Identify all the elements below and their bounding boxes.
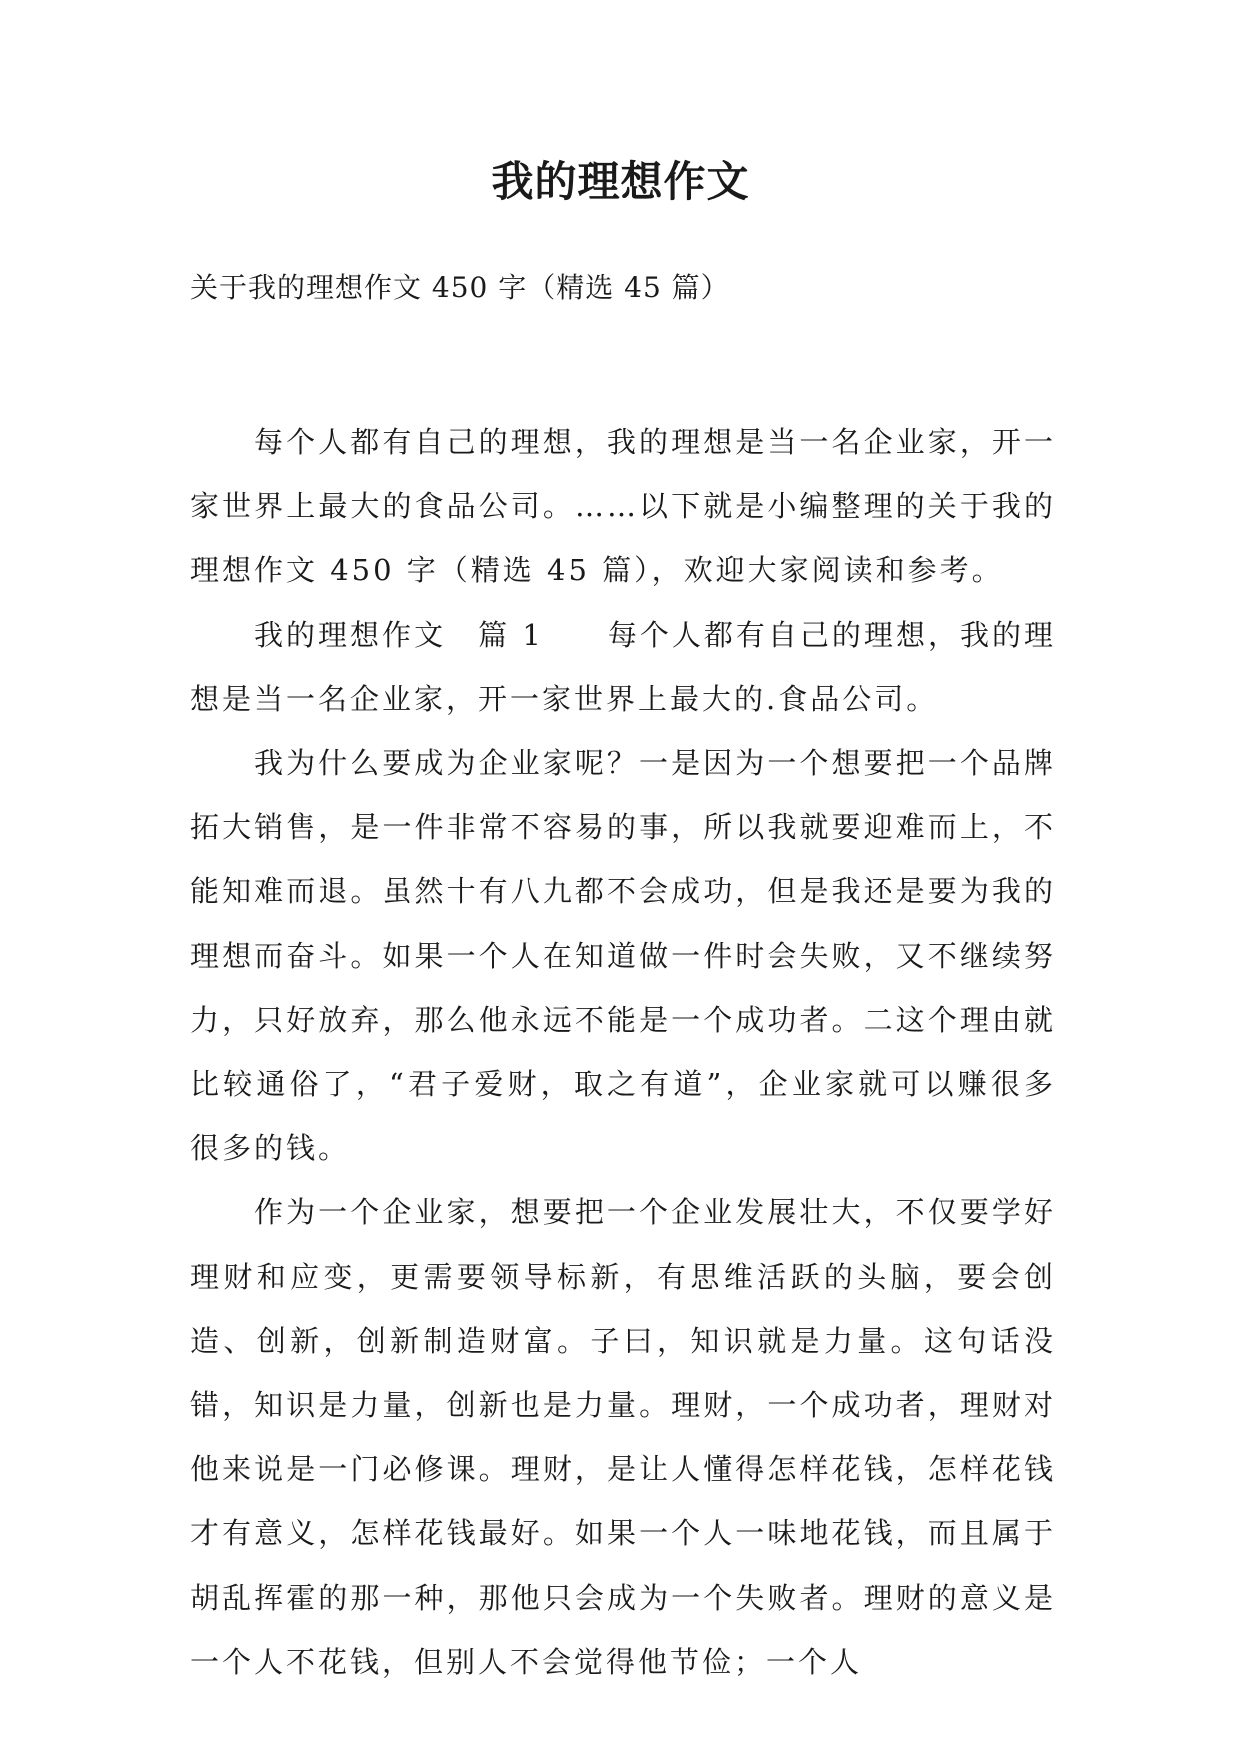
document-subtitle: 关于我的理想作文 450 字（精选 45 篇） — [190, 271, 730, 304]
paragraph-being-entrepreneur: 作为一个企业家，想要把一个企业发展壮大，不仅要学好理财和应变，更需要领导标新，有思维活跃的头脑，要会创造、创新，创新制造财富。子曰，知识就是力量。这句话没错，知识是力量，创新也是力量。理财，一个成功者，理财对他来说是一门必修课。理财，是让人懂得怎样花钱，怎样花钱才有意义，怎样花钱最好。如果一个人一味地花钱，而且属于胡乱挥霍的那一种，那他只会成为一个失败者。理财的意义是一个人不花钱，但别人不会觉得他节俭；一个人 — [190, 1195, 1056, 1679]
document-title: 我的理想作文 — [491, 157, 750, 206]
paragraph-why-entrepreneur: 我为什么要成为企业家呢？一是因为一个想要把一个品牌拓大销售，是一件非常不容易的事，所以我就要迎难而上，不能知难而退。虽然十有八九都不会成功，但是我还是要为我的理想而奋斗。如果一个人在知道做一件时会失败，又不继续努力，只好放弃，那么他永远不能是一个成功者。二这个理由就比较通俗了，“君子爱财，取之有道”，企业家就可以赚很多很多的钱。 — [190, 746, 1056, 1166]
paragraph-essay-1-start: 我的理想作文 篇 1 每个人都有自己的理想，我的理想是当一名企业家，开一家世界上最大的.食品公司。 — [190, 617, 1056, 716]
document-body — [190, 410, 1056, 1694]
paragraph-intro: 每个人都有自己的理想，我的理想是当一名企业家，开一家世界上最大的食品公司。……以下就是小编整理的关于我的理想作文 450 字（精选 45 篇），欢迎大家阅读和参考。 — [190, 425, 1056, 588]
